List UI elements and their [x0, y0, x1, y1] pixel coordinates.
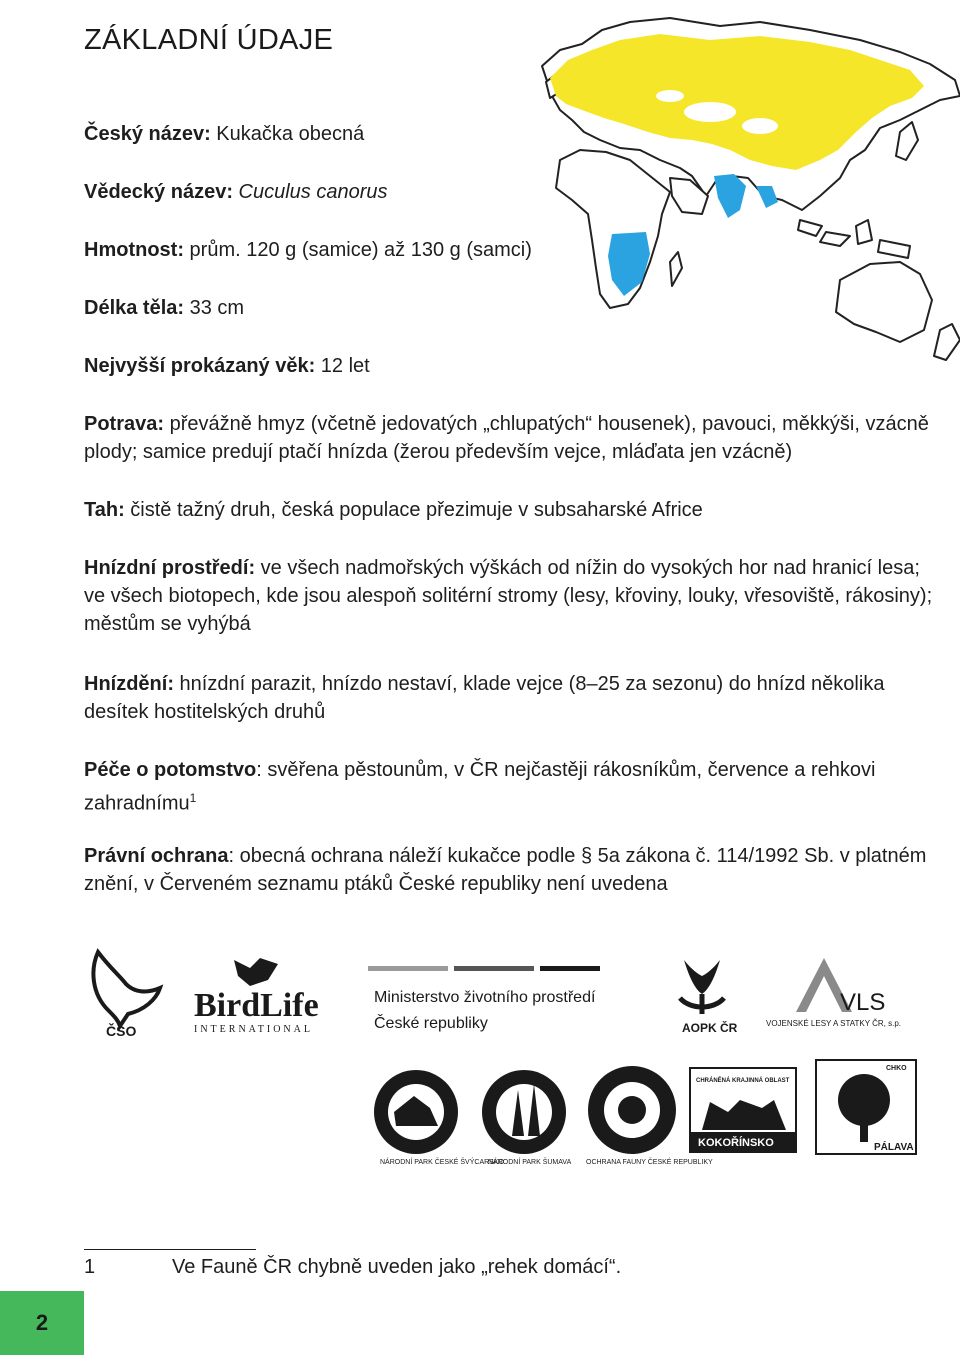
vls-full: VOJENSKÉ LESY A STATKY ČR, s.p.	[766, 1019, 902, 1028]
kokorinsko-text: KOKOŘÍNSKO	[698, 1137, 774, 1149]
habitat-field: Hnízdní prostředí: ve všech nadmořských výškách od nížin do vysokých hor nad hranicí lesa; ve všech biotopech, kde jsou alespoň solitérní stromy (lesy, křoviny, louky, vřesoviště, rákosiny); městům se vyhýbá	[84, 557, 933, 635]
ministry-line2: České republiky	[374, 1015, 488, 1032]
birdlife-logo	[194, 958, 319, 1035]
np-sumava-logo	[482, 1070, 572, 1166]
nesting-field: Hnízdění: hnízdní parazit, hnízdo nestaví, klade vejce (8–25 za sezonu) do hnízd několika desítek hostitelských druhů	[84, 673, 885, 723]
footnote-divider	[84, 1249, 256, 1250]
footnote-number: 1	[84, 1256, 96, 1278]
aopk-text: AOPK ČR	[682, 1021, 738, 1035]
ochrana-fauny-text: OCHRANA FAUNY ČESKÉ REPUBLIKY	[586, 1159, 713, 1166]
cso-logo	[93, 952, 160, 1039]
weight-field: Hmotnost: prům. 120 g (samice) až 130 g (samci)	[84, 239, 532, 261]
birdlife-subtext: INTERNATIONAL	[194, 1024, 313, 1035]
vls-short: VLS	[840, 989, 886, 1016]
palava-logo	[816, 1060, 916, 1154]
care-field: Péče o potomstvo: svěřena pěstounům, v ČR nejčastěji rákosníkům, července a rehkovi zahradnímu$^1$	[84, 759, 876, 815]
partner-logos	[84, 940, 960, 1170]
birdlife-text: BirdLife	[194, 987, 319, 1024]
length-field: Délka těla: 33 cm	[84, 297, 245, 319]
czech-name-field: Český název: Kukačka obecná	[84, 123, 365, 145]
page-number	[0, 1291, 84, 1355]
np-ceske-text: NÁRODNÍ PARK ČESKÉ ŠVÝCARSKO	[380, 1159, 504, 1166]
page-title: ZÁKLADNÍ ÚDAJE	[84, 24, 334, 56]
chko-text: CHKO	[886, 1065, 907, 1072]
palava-text: PÁLAVA	[874, 1142, 914, 1153]
page-number-text: 2	[35, 1310, 49, 1335]
diet-field: Potrava: převážně hmyz (včetně jedovatých „chlupatých“ housenek), pavouci, měkkýši, vzácně plody; samice predují ptačí hnízda (žerou především vejce, mláďata jen vzácně)	[84, 413, 929, 463]
kokorinsko-logo	[690, 1068, 796, 1152]
migration-field: Tah: čistě tažný druh, česká populace přezimuje v subsaharské Africe	[84, 499, 703, 521]
aopk-logo	[680, 960, 738, 1035]
cho-label: CHRÁNĚNÁ KRAJINNÁ OBLAST	[696, 1078, 790, 1084]
np-sumava-text: NÁRODNÍ PARK ŠUMAVA	[488, 1159, 572, 1166]
max-age-field: Nejvyšší prokázaný věk: 12 let	[84, 355, 370, 377]
cso-text: ČSO	[106, 1023, 137, 1039]
ministry-line1: Ministerstvo životního prostředí	[374, 989, 596, 1006]
ministry-logo	[368, 966, 600, 1032]
footnote-text: Ve Fauně ČR chybně uveden jako „rehek domácí“.	[172, 1256, 622, 1278]
scientific-name-field: Vědecký název: Cuculus canorus	[84, 181, 388, 203]
vls-logo	[766, 958, 901, 1028]
protection-field: Právní ochrana: obecná ochrana náleží kukačce podle § 5a zákona č. 114/1992 Sb. v platném znění, v Červeném seznamu ptáků České republiky není uvedena	[84, 845, 927, 895]
